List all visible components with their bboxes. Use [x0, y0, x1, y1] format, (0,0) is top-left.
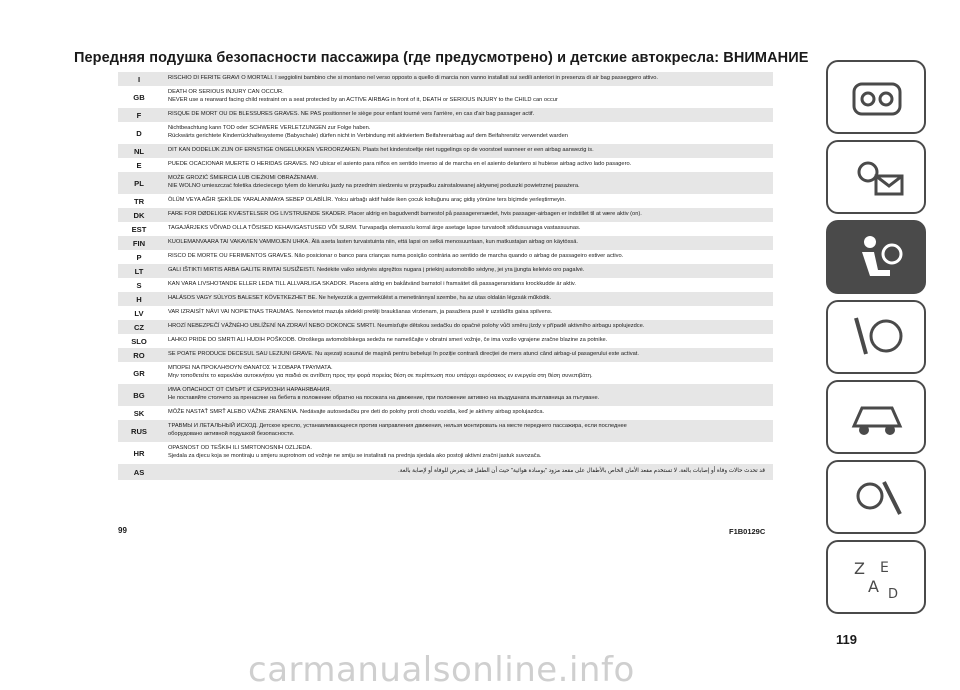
language-code: NL	[133, 146, 145, 156]
warning-text: FARE FOR DØDELIGE KVÆSTELSER OG LIVSTRUENDE SKADER. Placer aldrig en bagudvendt barnestol på passagerersædet, hvis passager-airbagen er indstillet til at være aktiv (on).	[168, 211, 642, 218]
svg-text:Z: Z	[854, 559, 865, 578]
warning-text: HROZÍ NEBEZPEČÍ VÁŽNÉHO UBLÍŽENÍ NA ZDRAVÍ NEBO DOKONCE SMRTI. Neumisťujte dětskou sedačku do opačné polohy vůči směru jízdy v případě aktivního airbagu spolujezdce.	[168, 323, 645, 330]
warning-text: GALI IŠTIKTI MIRTIS ARBA GALITE RIMTAI SUSIŽEISTI. Nedėkite vaiko sėdynės atgręžtos nugara į priekinį automobilio sėdynę, jei yra įjungta keleivio oro pagalvė.	[168, 267, 585, 274]
table-row	[118, 108, 773, 122]
svg-text:A: A	[868, 577, 879, 596]
warning-text: RISCHIO DI FERITE GRAVI O MORTALI. I seggiolini bambino che si montano nel verso opposto a quello di marcia non vanno installati sui sedili anteriori in presenza di air bag passeggero attivo.	[168, 75, 658, 82]
warning-text: Nichtbeachtung kann TOD oder SCHWERE VERLETZUNGEN zur Folge haben. Rückwärts gerichtete Kinderrückhaltesysteme (Babyschale) dürfen nicht in Verbindung mit aktiviertem Beifahrerairbag auf dem Beifahrersitz verwendet warden	[168, 125, 568, 139]
steering-tools-icon	[844, 310, 910, 366]
language-code: I	[137, 74, 141, 84]
language-code: S	[136, 280, 142, 290]
warning-text: MOŻE GROZIĆ ŚMIERCIA LUB CIEŻKIMI OBRAŻENIAMI. NIE WOLNO umieszczać foletika dzieciecego tylem do kierunku jazdy na przednim siedzeniu w przypadku zainstalowanej aktywnej poduszki powietrznej pasażera.	[168, 175, 580, 189]
warning-text: RISQUE DE MORT OU DE BLESSURES GRAVES. NE PAS positionner le siège pour enfant tourné vers l'arrière, en cas d'air bag passager actif.	[168, 111, 535, 118]
warning-text: قد تحدث حالات وفاة أو إصابات بالغة. لا تستخدم مقعد الأمان الخاص بالأطفال على مقعد مزود "بوسادة هوائية" حيث أن الطفل قد يتعرض للوفاة أو لإصابة بالغة.	[398, 468, 765, 475]
table-row	[118, 144, 773, 158]
warning-table	[118, 72, 773, 480]
table-row	[118, 420, 773, 442]
watermark: carmanualsonline.info	[248, 650, 635, 690]
table-row	[118, 348, 773, 362]
table-row	[118, 194, 773, 208]
warning-text: VAR IZRAISĪT NĀVI VAI NOPIETNAS TRAUMAS. Nenovietot mazuļa sēdekli pretēji braukšanas virzienam, ja pasažiera pusē ir uzstādīts gaisa spilvens.	[168, 309, 553, 316]
inner-page-number: 99	[118, 526, 127, 535]
car-dashboard-icon	[844, 70, 910, 126]
table-row	[118, 406, 773, 420]
warning-text: ÖLÜM VEYA AĞIR ŞEKİLDE YARALANMAYA SEBEP OLABİLİR. Yolcu airbağı aktif halde iken çocuk koltuğunu araç gidiş yönüne ters biçimde yerleştirmeyin.	[168, 197, 566, 204]
tab-emergency[interactable]	[826, 380, 926, 454]
alphabet-index-icon	[844, 550, 910, 606]
airbag-seat-icon	[844, 230, 910, 286]
warning-text: KUOLEMANVAARA TAI VAKAVIEN VAMMOJEN UHKA. Älä aseta lasten turvaistuinta niin, että lapsi on selkä menosuuntaan, kun matkustajan airbag on käytössä.	[168, 239, 579, 246]
car-service-icon	[844, 390, 910, 446]
gear-tools-icon	[844, 470, 910, 526]
warning-text: LAHKO PRIDE DO SMRTI ALI HUDIH POŠKODB. Otroškega avtomobilskega sedeža ne nameščajte v obratni smeri vožnje, če ima vozilo vgrajene zračne blazine za potnike.	[168, 337, 608, 344]
table-row	[118, 222, 773, 236]
warning-text: ΜΠΟΡΕΙ ΝΑ ΠΡΟΚΛΗΘΟΥΝ ΘΑΝΑΤΟΣ Ή ΣΟΒΑΡΑ ΤΡΑΥΜΑΤΑ. Μην τοποθετείτε το καρεκλάκι αυτοκινήτου για παιδιά σε αντίθετη προς την φορά πορείας θέση σε περίπτωση που υπάρχει αερόσακος εν ενεργεία στη θέση συνεπιβάτη.	[168, 365, 593, 379]
language-code: SK	[133, 408, 145, 418]
table-row	[118, 72, 773, 86]
table-row	[118, 278, 773, 292]
warning-text: SE POATE PRODUCE DECESUL SAU LEZIUNI GRAVE. Nu așezați scaunul de mașină pentru bebeluși în poziție contrară direcției de mers atunci când airbag-ul pasagerului este activat.	[168, 351, 639, 358]
table-row	[118, 264, 773, 278]
table-row	[118, 384, 773, 406]
table-row	[118, 320, 773, 334]
language-code: D	[136, 128, 142, 138]
table-row	[118, 122, 773, 144]
tab-warnings[interactable]	[826, 140, 926, 214]
tab-index[interactable]	[826, 540, 926, 614]
page-title: Передняя подушка безопасности пассажира (где предусмотрено) и детские автокресла: ВНИМАНИЕ	[74, 50, 809, 66]
tab-maintenance[interactable]	[826, 460, 926, 534]
language-code: EST	[131, 224, 147, 234]
language-code: TR	[133, 196, 145, 206]
table-row	[118, 158, 773, 172]
table-row	[118, 292, 773, 306]
language-code: SLO	[131, 336, 147, 346]
warning-text: TAGAJÄRJEKS VÕIVAD OLLA TÕSISED KEHAVIGASTUSED VÕI SURM. Turvapadja olemasolu korral ärge asetage lapse turvatoolt sõidusuunaga vastassuunas.	[168, 225, 581, 232]
language-code: F	[136, 110, 142, 120]
table-row	[118, 208, 773, 222]
svg-text:D: D	[888, 587, 899, 602]
table-row	[118, 362, 773, 384]
language-code: RUS	[130, 426, 148, 436]
chapter-sidebar	[826, 60, 926, 618]
table-row	[118, 172, 773, 194]
language-code: CZ	[133, 322, 145, 332]
table-row	[118, 442, 773, 464]
warning-text: OPASNOST OD TEŠKIH ILI SMRTONOSNIH OZLJEDA. Sjedala za djecu koja se montiraju u smjeru suprotnom od vožnje ne smiju se instalirati na prednja sjedala ako postoji aktivni zračni jastuk suvozača.	[168, 445, 542, 459]
warning-text: HALÁSOS VAGY SÚLYOS BALESET KÖVETKEZHET BE. Ne helyezzük a gyermekülést a menetiránnyal szembe, ha az utas oldalán légzsák működik.	[168, 295, 551, 302]
warning-text: PUEDE OCACIONAR MUERTE O HERIDAS GRAVES. NO ubicar el asiento para niños en sentido inverso al de marcha en el asiento delantero si hubiese airbag activo lado pasagero.	[168, 161, 632, 168]
tab-starting[interactable]	[826, 300, 926, 374]
language-code: LV	[134, 308, 144, 318]
language-code: GR	[133, 368, 145, 378]
language-code: GB	[133, 92, 145, 102]
tab-dashboard[interactable]	[826, 60, 926, 134]
warning-text: RISCO DE MORTE OU FERIMENTOS GRAVES. Não posicionar o banco para crianças numa posição contrária ao sentido de marcha quando o airbag de passageiro estiver activo.	[168, 253, 624, 260]
table-row	[118, 306, 773, 320]
language-code: BG	[133, 390, 145, 400]
language-code: HR	[133, 448, 145, 458]
warning-text: MÔŽE NASTAŤ SMRŤ ALEBO VÁŽNE ZRANENIA. Nedávajte autosedačku pre deti do polohy proti chodu vozidla, keď je aktívny airbag spolujazdca.	[168, 409, 545, 416]
svg-text:E: E	[880, 560, 889, 576]
warning-text: DIT KAN DODELIJK ZIJN OF ERNSTIGE ONGELUKKEN VEROORZAKEN. Plaats het kinderstoeltje niet ruggelings op de voorstoel wanneer er een airbag aanwezig is.	[168, 147, 594, 154]
language-code: AS	[133, 467, 145, 477]
language-code: E	[136, 160, 142, 170]
warning-text: ИМА ОПАСНОСТ ОТ СМЪРТ И СЕРИОЗНИ НАРАНЯВАНИЯ. Не поставяйте столчето за пренасяне на бебета в положение обратно на посоката на движение, при положение активно на въздушната възглавница за пътуване.	[168, 387, 600, 401]
page-number: 119	[836, 632, 857, 647]
warning-text: KAN VARA LIVSHOTANDE ELLER LEDA TILL ALLVARLIGA SKADOR. Placera aldrig en bakåtvänd barnstol i framsätet då passagerarsidans krockkudde är aktiv.	[168, 281, 576, 288]
figure-code: F1B0129C	[729, 527, 766, 536]
language-code: P	[136, 252, 142, 262]
warning-lights-icon	[844, 150, 910, 206]
table-row	[118, 464, 773, 480]
language-code: PL	[134, 178, 144, 188]
language-code: RO	[133, 350, 145, 360]
language-code: DK	[133, 210, 145, 220]
tab-safety[interactable]	[826, 220, 926, 294]
table-row	[118, 86, 773, 108]
warning-text: ТРАВМЫ И ЛЕТАЛЬНЫЙ ИСХОД. Детское кресло, устанавливающееся против направления движения, нельзя монтировать на месте переднего пассажира, если последнее оборудовано активной подушкой безопасности.	[168, 423, 627, 437]
language-code: H	[136, 294, 142, 304]
table-row	[118, 250, 773, 264]
table-row	[118, 236, 773, 250]
language-code: LT	[134, 266, 144, 276]
language-code: FIN	[132, 238, 146, 248]
warning-text: DEATH OR SERIOUS INJURY CAN OCCUR. NEVER use a rearward facing child restraint on a seat protected by an ACTIVE AIRBAG in front of it, DEATH or SERIOUS INJURY to the CHILD can occur	[168, 89, 558, 103]
table-row	[118, 334, 773, 348]
